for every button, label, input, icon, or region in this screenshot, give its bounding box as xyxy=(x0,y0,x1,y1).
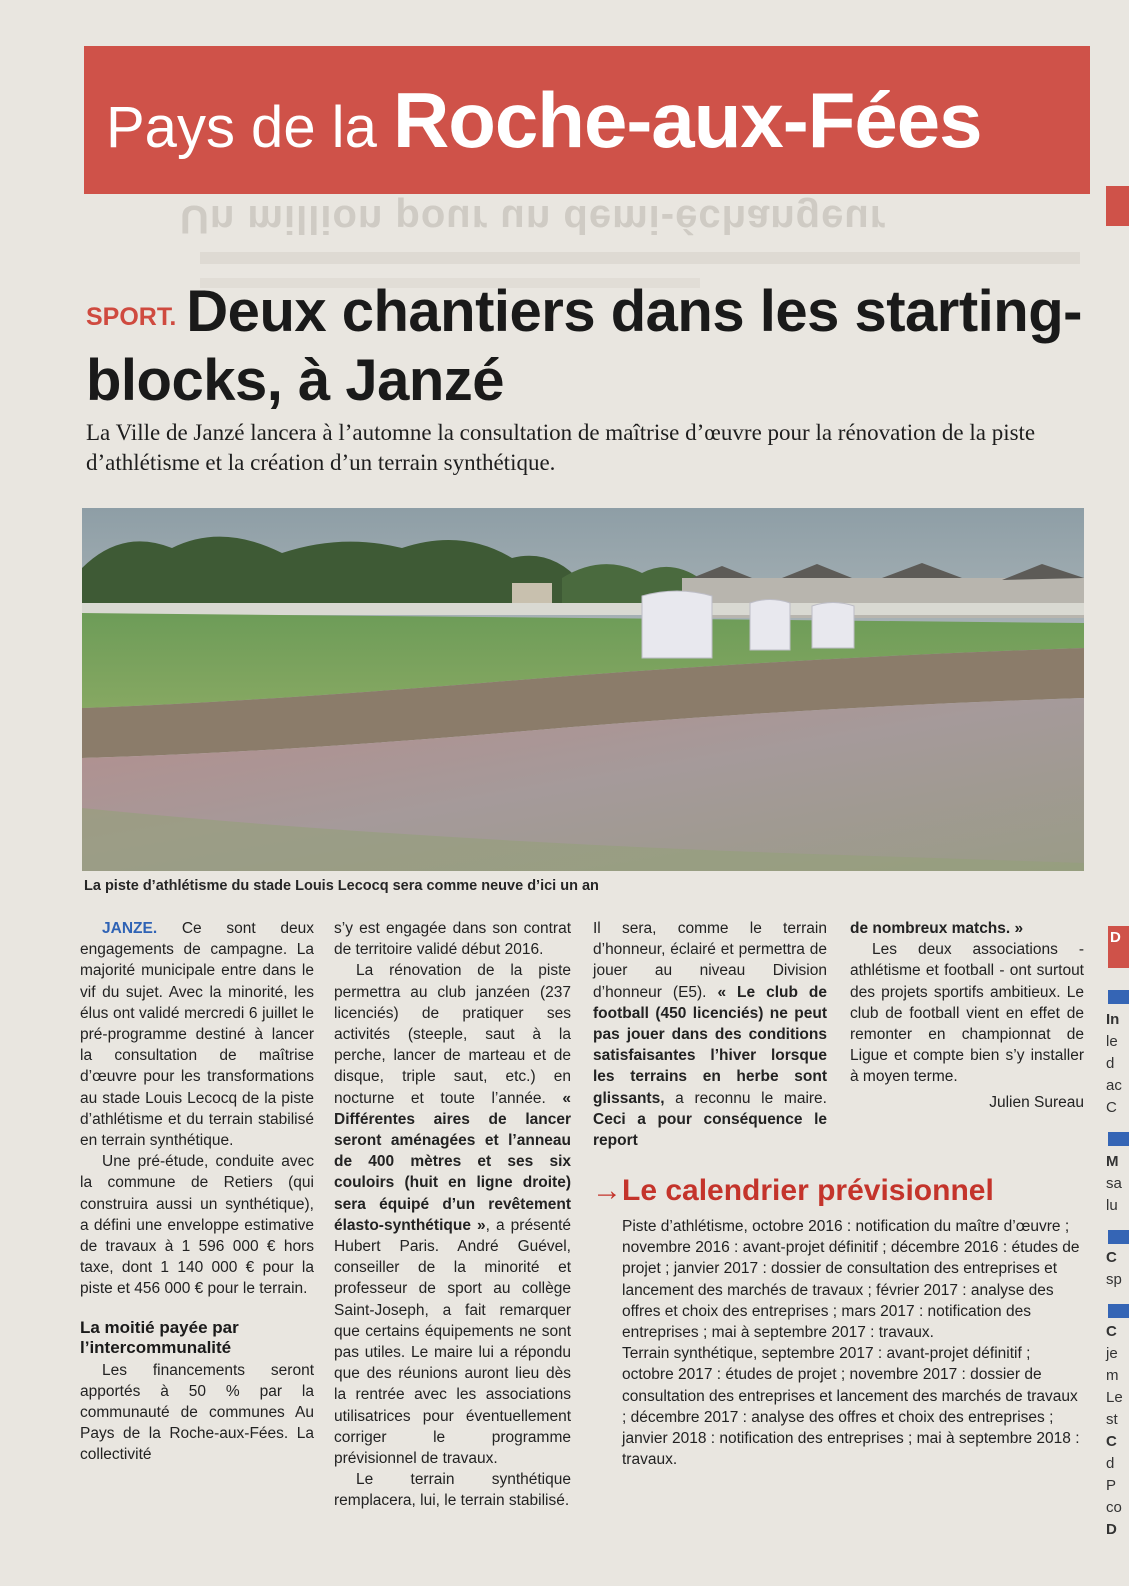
edge-fragment: le xyxy=(1106,1033,1118,1050)
paragraph: Une pré-étude, conduite avec la commune de Retiers (qui construira aussi un synthétique), a défini une enveloppe estimative de travaux à 1 596 000 € hors taxe, dont 1 140 000 € pour la piste et 456 000 € pour le terrain. xyxy=(80,1153,314,1298)
bleed-through-line xyxy=(200,252,1080,264)
adjacent-blue-mark xyxy=(1108,990,1129,1004)
photo-caption: La piste d’athlétisme du stade Louis Lecocq sera comme neuve d’ici un an xyxy=(84,878,599,894)
quote: Ceci a pour conséquence le report xyxy=(593,1110,827,1150)
edge-fragment: D xyxy=(1110,929,1121,946)
paragraph-text: , a présenté Hubert Paris. André Guével, conseiller de la minorité et professeur de sport au collège Saint-Joseph, a fait remarquer que certains équipements ne sont pas utiles. Le maire lui a répondu que des réunions auront lieu dès la rentrée avec les associations utilisatrices pour éventuellement corriger le programme prévisionnel de travaux. xyxy=(334,1216,571,1468)
headline-text: Deux chantiers dans les starting-blocks, à Janzé xyxy=(86,279,1082,413)
paragraph-text: a reconnu le maire. xyxy=(664,1089,827,1107)
quote: de nombreux matchs. » xyxy=(850,920,1024,937)
paragraph: s’y est engagée dans son contrat de territoire validé début 2016. xyxy=(334,920,571,959)
calendar-paragraph: Terrain synthétique, septembre 2017 : avant-projet définitif ; octobre 2017 : études de projet ; novembre 2017 : dossier de consultation des entreprises et lancement des marchés de travaux ; décembre 2017 : analyse des offres et choix des entreprises ; janvier 2018 : notification des entreprises ; mai à septembre 2018 : travaux. xyxy=(622,1345,1080,1469)
article-headline xyxy=(86,280,1096,413)
section-banner xyxy=(84,46,1090,194)
adjacent-blue-mark xyxy=(1108,1230,1129,1244)
author-signature: Julien Sureau xyxy=(989,1093,1084,1111)
edge-fragment: ac xyxy=(1106,1077,1122,1094)
paragraph: Les financements seront apportés à 50 % par la communauté de communes Au Pays de la Roche-aux-Fées. La collectivité xyxy=(80,1361,314,1464)
paragraph xyxy=(80,918,314,1151)
paragraph: Les deux associations - athlétisme et football - ont surtout des projets sportifs ambitieux. Le club de football vient en effet de remonter en championnat de Ligue et compte bien s’y installer à moyen terme. xyxy=(850,941,1084,1086)
adjacent-blue-mark xyxy=(1108,1132,1129,1146)
paragraph: Le terrain synthétique remplacera, lui, le terrain stabilisé. xyxy=(334,1471,571,1510)
adjacent-blue-mark xyxy=(1108,1304,1129,1318)
edge-fragment: sa xyxy=(1106,1175,1122,1192)
article-photo xyxy=(82,508,1084,871)
edge-fragment: P xyxy=(1106,1477,1117,1494)
adjacent-page-red-mark xyxy=(1106,186,1129,226)
edge-fragment: Le xyxy=(1106,1389,1123,1406)
paragraph xyxy=(593,918,827,1151)
calendar-box xyxy=(622,1216,1084,1470)
dateline: JANZE. xyxy=(102,920,158,937)
edge-fragment: d xyxy=(1106,1055,1115,1072)
edge-fragment: m xyxy=(1106,1367,1119,1384)
edge-fragment: sp xyxy=(1106,1271,1122,1288)
paragraph-text: Ce sont deux engagements de campagne. La majorité municipale entre dans le vif du sujet. Avec la minorité, les élus ont validé mercredi 6 juillet le pré-programme destiné à lancer la consultation de maîtrise d’œuvre pour les transformations au stade Louis Lecocq de la piste d’athlétisme et du terrain stabilisé en terrain synthétique. xyxy=(80,920,314,1150)
section-title-prefix: Pays de la xyxy=(106,95,393,160)
edge-fragment: je xyxy=(1106,1345,1118,1362)
article-column-2 xyxy=(334,918,571,1512)
edge-fragment: D xyxy=(1106,1521,1117,1538)
stadium-track-photo xyxy=(82,508,1084,871)
edge-fragment: M xyxy=(1106,1153,1119,1170)
edge-fragment: co xyxy=(1106,1499,1122,1516)
article-column-1 xyxy=(80,918,314,1466)
edge-fragment: lu xyxy=(1106,1197,1118,1214)
edge-fragment: C xyxy=(1106,1099,1117,1116)
adjacent-column-fragment xyxy=(1100,900,1129,1586)
article-column-4 xyxy=(850,918,1084,1113)
calendar-heading: →Le calendrier prévisionnel xyxy=(592,1174,994,1207)
bleed-through-headline: Un million pour un demi-échangeur xyxy=(180,197,887,241)
quote: « Différentes aires de lancer seront aménagées et l’anneau de 400 mètres et ses six couloirs (huit en ligne droite) sera équipé d’un revêtement élasto-synthétique » xyxy=(334,1089,571,1234)
edge-fragment: d xyxy=(1106,1455,1115,1472)
subheading: La moitié payée par l’intercommunalité xyxy=(80,1317,239,1357)
quote: « Le club de football (450 licenciés) ne peut pas jouer dans des conditions satisfaisantes l’hiver lorsque les terrains en herbe sont glissants, xyxy=(593,983,827,1107)
article-column-3 xyxy=(593,918,827,1151)
edge-fragment: C xyxy=(1106,1433,1117,1450)
article-kicker: SPORT. xyxy=(86,303,177,331)
edge-fragment: C xyxy=(1106,1249,1117,1266)
edge-fragment: st xyxy=(1106,1411,1118,1428)
section-title xyxy=(106,76,982,164)
calendar-paragraph: Piste d’athlétisme, octobre 2016 : notification du maître d’œuvre ; novembre 2016 : avant-projet définitif ; décembre 2016 : études de projet ; janvier 2017 : dossier de consultation des entreprises et lancement des marchés de travaux ; février 2017 : analyse des offres et choix des entreprises ; mars 2017 : notification des entreprises ; mai à septembre 2017 : travaux. xyxy=(622,1218,1080,1342)
paragraph-text: La rénovation de la piste permettra au club janzéen (237 licenciés) de pratiquer ses activités (steeple, saut à la perche, lancer de marteau et de disque, triple saut, etc.) en nocturne et toute l’année. xyxy=(334,962,571,1107)
section-title-main: Roche-aux-Fées xyxy=(392,76,982,164)
article-standfirst: La Ville de Janzé lancera à l’automne la consultation de maîtrise d’œuvre pour la rénovation de la piste d’athlétisme et la création d’un terrain synthétique. xyxy=(86,420,1036,475)
paragraph-text: Il sera, comme le terrain d’honneur, éclairé et permettra de jouer au niveau Division d’honneur (E5). xyxy=(593,920,827,1001)
edge-fragment: In xyxy=(1106,1011,1120,1028)
edge-fragment: C xyxy=(1106,1323,1117,1340)
paragraph xyxy=(334,960,571,1469)
